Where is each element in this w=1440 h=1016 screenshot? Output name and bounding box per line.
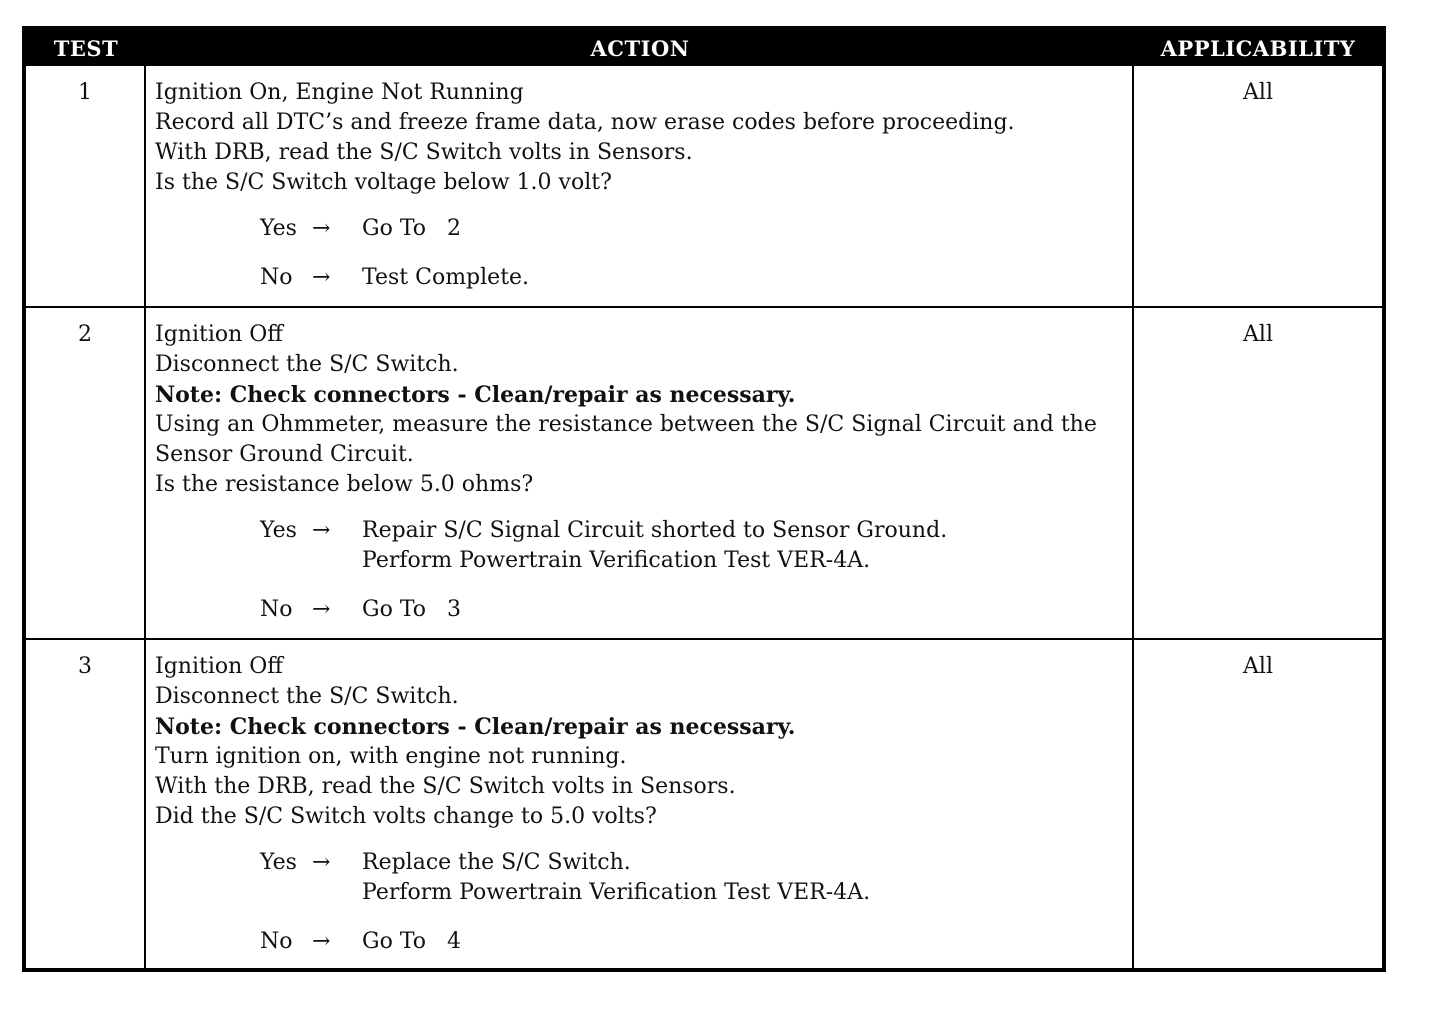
note-line: Note: Check connectors - Clean/repair as necessary. xyxy=(155,714,796,740)
answer-label: Yes xyxy=(260,216,297,241)
header-action: ACTION xyxy=(146,30,1134,66)
answer-result xyxy=(362,848,1132,908)
header-test: TEST xyxy=(26,30,146,66)
action-line: With the DRB, read the S/C Switch volts in Sensors. xyxy=(155,774,736,799)
result-line: Perform Powertrain Verification Test VER-4A. xyxy=(362,548,871,573)
answer-no xyxy=(155,263,1132,293)
action-cell xyxy=(146,308,1134,640)
result-line: Go To 4 xyxy=(362,929,461,954)
answer-list xyxy=(155,214,1132,293)
arrow-icon: → xyxy=(312,216,331,241)
action-cell xyxy=(146,640,1134,968)
answer-no xyxy=(155,927,1132,957)
answer-result xyxy=(362,516,1132,576)
arrow-icon: → xyxy=(312,850,331,875)
action-line: Ignition Off xyxy=(155,654,283,679)
arrow-icon: → xyxy=(312,597,331,622)
test-number: 1 xyxy=(26,66,146,308)
arrow-icon: → xyxy=(312,265,331,290)
answer-yes xyxy=(155,848,1132,908)
action-line: Did the S/C Switch volts change to 5.0 volts? xyxy=(155,804,657,829)
answer-label: No xyxy=(260,265,293,290)
action-line: Using an Ohmmeter, measure the resistance between the S/C Signal Circuit and the xyxy=(155,412,1097,437)
note-line: Note: Check connectors - Clean/repair as necessary. xyxy=(155,382,796,408)
answer-yes xyxy=(155,516,1132,576)
test-number: 2 xyxy=(26,308,146,640)
applicability-value: All xyxy=(1134,308,1382,640)
answer-label: Yes xyxy=(260,850,297,875)
action-line: Sensor Ground Circuit. xyxy=(155,442,414,467)
action-line: Is the S/C Switch voltage below 1.0 volt? xyxy=(155,170,612,195)
action-line: With DRB, read the S/C Switch volts in Sensors. xyxy=(155,140,693,165)
action-line: Ignition On, Engine Not Running xyxy=(155,80,524,105)
diagnostic-test-table xyxy=(22,26,1386,972)
test-number: 3 xyxy=(26,640,146,968)
result-line: Perform Powertrain Verification Test VER-4A. xyxy=(362,880,871,905)
answer-yes xyxy=(155,214,1132,244)
action-line: Disconnect the S/C Switch. xyxy=(155,352,459,377)
result-line: Test Complete. xyxy=(362,265,530,290)
answer-list xyxy=(155,848,1132,957)
applicability-value: All xyxy=(1134,66,1382,308)
answer-list xyxy=(155,516,1132,625)
answer-result xyxy=(362,214,1132,244)
result-line: Go To 2 xyxy=(362,216,461,241)
answer-result xyxy=(362,927,1132,957)
answer-result xyxy=(362,595,1132,625)
arrow-icon: → xyxy=(312,929,331,954)
result-line: Go To 3 xyxy=(362,597,461,622)
result-line: Replace the S/C Switch. xyxy=(362,850,631,875)
answer-label: Yes xyxy=(260,518,297,543)
arrow-icon: → xyxy=(312,518,331,543)
action-line: Is the resistance below 5.0 ohms? xyxy=(155,472,534,497)
result-line: Repair S/C Signal Circuit shorted to Sensor Ground. xyxy=(362,518,948,543)
action-line: Ignition Off xyxy=(155,322,283,347)
applicability-value: All xyxy=(1243,654,1273,679)
action-cell xyxy=(146,66,1134,308)
action-line: Turn ignition on, with engine not running. xyxy=(155,744,627,769)
answer-no xyxy=(155,595,1132,625)
answer-label: No xyxy=(260,929,293,954)
answer-label: No xyxy=(260,597,293,622)
answer-result xyxy=(362,263,1132,293)
header-applicability: APPLICABILITY xyxy=(1134,30,1382,66)
action-line: Record all DTC’s and freeze frame data, now erase codes before proceeding. xyxy=(155,110,1015,135)
action-line: Disconnect the S/C Switch. xyxy=(155,684,459,709)
